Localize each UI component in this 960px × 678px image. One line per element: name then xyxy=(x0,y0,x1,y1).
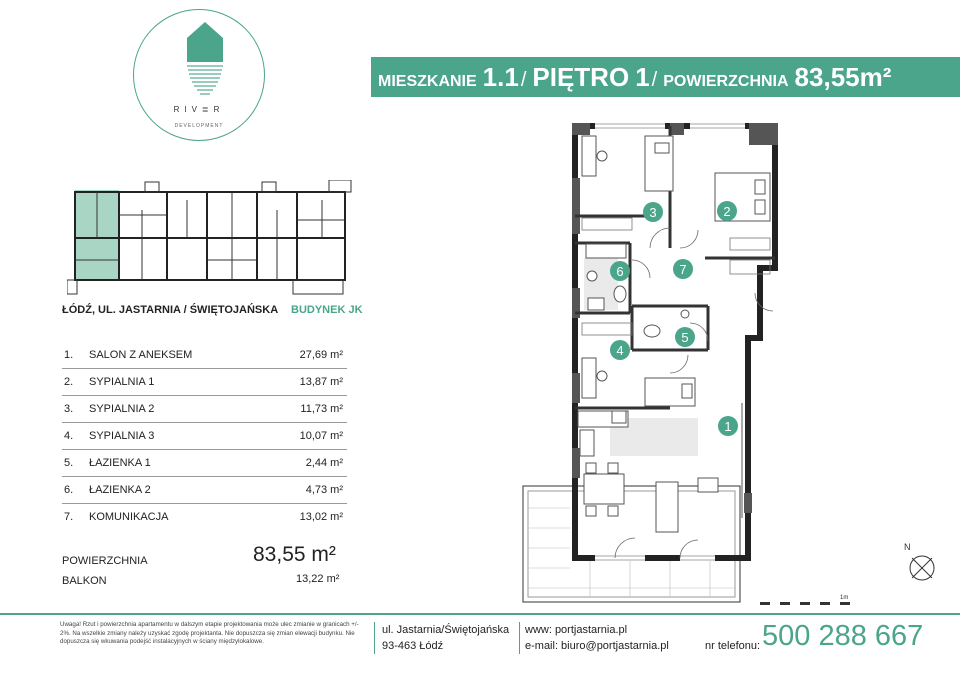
room-name: SYPIALNIA 1 xyxy=(89,376,155,388)
room-marker-label: 2 xyxy=(723,204,731,219)
email-link[interactable]: e-mail: biuro@portjastarnia.pl xyxy=(525,640,669,652)
room-number: 2. xyxy=(64,376,74,388)
location-address: ŁÓDŹ, UL. JASTARNIA / ŚWIĘTOJAŃSKA xyxy=(62,304,279,316)
separator: / xyxy=(520,69,527,91)
logo-subtitle: DEVELOPMENT xyxy=(174,123,224,129)
list-item xyxy=(62,450,347,477)
phone-number[interactable]: 500 288 667 xyxy=(762,620,924,652)
room-name: SALON Z ANEKSEM xyxy=(89,349,193,361)
divider xyxy=(519,622,520,654)
scale-bar xyxy=(760,602,850,605)
balcony-label: BALKON xyxy=(62,575,107,587)
house-reflection-icon xyxy=(183,20,227,100)
footer-divider xyxy=(0,613,960,615)
footer-address-street: ul. Jastarnia/Świętojańska xyxy=(382,624,510,636)
room-list xyxy=(62,342,347,531)
room-marker-label: 5 xyxy=(681,330,689,345)
room-number: 3. xyxy=(64,403,74,415)
room-number: 5. xyxy=(64,457,74,469)
area-value: 83,55m² xyxy=(794,62,892,92)
room-name: KOMUNIKACJA xyxy=(89,511,169,523)
list-item xyxy=(62,369,347,396)
room-area: 11,73 m² xyxy=(300,403,343,415)
compass-icon xyxy=(910,556,934,580)
apartment-number: 1.1 xyxy=(482,62,519,92)
building-label: BUDYNEK JK xyxy=(291,304,363,316)
floor-number: 1 xyxy=(635,62,650,92)
room-name: SYPIALNIA 3 xyxy=(89,430,155,442)
apartment-label: MIESZKANIE xyxy=(378,73,477,90)
room-number: 1. xyxy=(64,349,74,361)
divider xyxy=(374,622,375,654)
room-area: 10,07 m² xyxy=(299,430,343,442)
bathtub xyxy=(586,244,626,258)
area-label: POWIERZCHNIA xyxy=(663,73,789,90)
phone-label: nr telefonu: xyxy=(705,640,761,652)
room-name: SYPIALNIA 2 xyxy=(89,403,155,415)
room-name: ŁAZIENKA 1 xyxy=(89,457,151,469)
room-area: 27,69 m² xyxy=(299,349,343,361)
list-item xyxy=(62,477,347,504)
room-number: 6. xyxy=(64,484,74,496)
list-item xyxy=(62,396,347,423)
apartment-headline xyxy=(371,57,960,97)
scale-label: 1m xyxy=(840,595,849,601)
website-link[interactable]: www: portjastarnia.pl xyxy=(525,624,628,636)
room-marker-label: 7 xyxy=(679,262,687,277)
room-marker-label: 1 xyxy=(724,419,732,434)
room-name: ŁAZIENKA 2 xyxy=(89,484,151,496)
room-area: 2,44 m² xyxy=(305,457,343,469)
total-area-value: 83,55 m² xyxy=(253,543,336,566)
balcony-value: 13,22 m² xyxy=(296,573,340,585)
room-area: 4,73 m² xyxy=(305,484,343,496)
building-key-plan xyxy=(67,180,357,298)
list-item xyxy=(62,342,347,369)
room-area: 13,87 m² xyxy=(299,376,343,388)
floor-label: PIĘTRO xyxy=(532,62,630,92)
total-area-label: POWIERZCHNIA xyxy=(62,555,148,567)
room-marker-label: 4 xyxy=(616,343,624,358)
compass-label: N xyxy=(904,542,911,552)
dining-table xyxy=(584,474,624,504)
disclaimer-note: Uwaga! Rzut i powierzchnia apartamentu w dalszym etapie projektowania może ulec zmianie w granicach +/- 2%. Na wszelkie zmiany należy uzyskać zgodę projektanta. Nie dopuszcza się zmian elewacji budynku. Nie dopuszcza się wkuwania podejść instalacyjnych w ściany międzylokalowe. xyxy=(60,621,359,645)
room-number: 4. xyxy=(64,430,74,442)
room-marker-label: 3 xyxy=(649,205,657,220)
separator: / xyxy=(651,69,658,91)
floor-plan xyxy=(520,118,940,610)
room-marker-label: 6 xyxy=(616,264,624,279)
list-item xyxy=(62,504,347,531)
list-item xyxy=(62,423,347,450)
balcony xyxy=(523,486,740,602)
footer-address-city: 93-463 Łódź xyxy=(382,640,444,652)
room-number: 7. xyxy=(64,511,74,523)
room-area: 13,02 m² xyxy=(299,511,343,523)
sofa xyxy=(656,482,678,532)
logo-wordmark: RIV≣R xyxy=(173,105,225,114)
